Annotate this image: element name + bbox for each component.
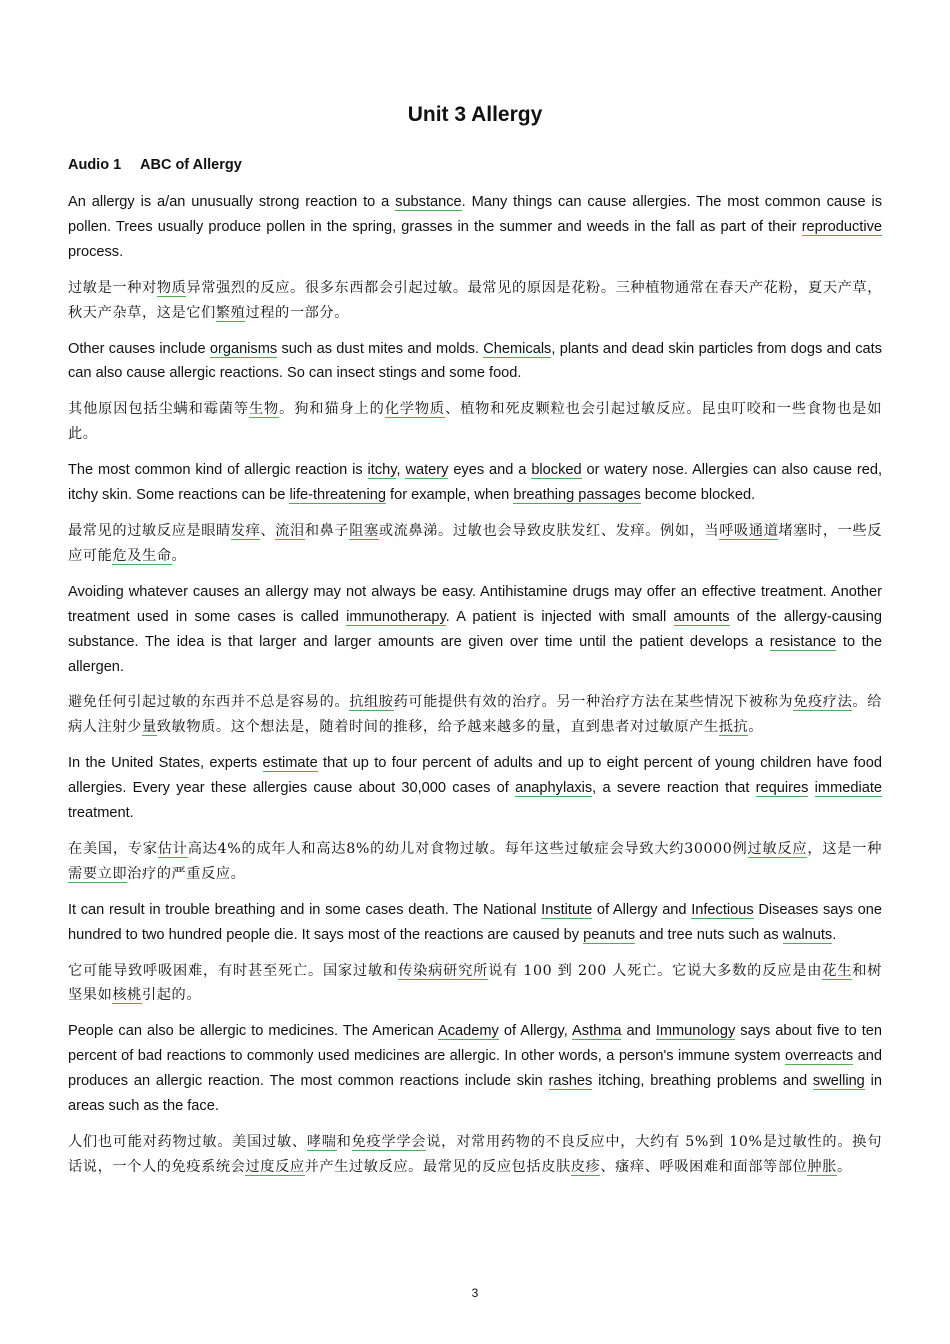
chinese-paragraph (68, 959, 882, 1009)
vocabulary-term: requires (755, 780, 809, 797)
text-run: Other causes include (68, 340, 210, 357)
page-title: Unit 3 Allergy (407, 103, 543, 126)
vocabulary-term: peanuts (583, 926, 636, 943)
vocabulary-term: 免疫学学会 (351, 1134, 427, 1150)
english-paragraph (68, 1019, 882, 1119)
vocabulary-term: 估计 (157, 840, 188, 857)
text-run: 并产生过敏反应。最常见的反应包括皮肤 (304, 1158, 571, 1175)
vocabulary-term: Chemicals (483, 340, 552, 357)
text-run: 其他原因包括尘螨和霉菌等 (68, 401, 249, 418)
vocabulary-term: 发痒 (230, 522, 261, 539)
text-run: People can also be allergic to medicines. The American (68, 1023, 439, 1040)
text-run: 。给病人注射少 (68, 694, 882, 736)
text-run: 、瘙痒、呼吸困难和面部等部位 (600, 1158, 808, 1175)
text-run: 和 (336, 1134, 352, 1150)
vocabulary-term: organisms (209, 340, 278, 357)
vocabulary-term: breathing passages (513, 487, 641, 504)
vocabulary-term: itchy (367, 462, 397, 479)
english-paragraph (68, 190, 882, 265)
text-run: become blocked. (640, 487, 756, 504)
text-run: 。 (836, 1158, 852, 1175)
text-run: 、 (260, 522, 276, 539)
vocabulary-term: Infectious (691, 901, 754, 918)
text-run: ，这是一种 (807, 840, 882, 857)
text-run: of the allergy-causing substance. The idea is that larger and larger amounts are given over time until the patient develops a (68, 608, 882, 650)
vocabulary-term: 需要立即 (68, 865, 128, 882)
text-run: of Allergy, (498, 1023, 572, 1040)
text-run: 避免任何引起过敏的东西并不总是容易的。 (68, 694, 350, 711)
text-run: 致敏物质。这个想法是，随着时间的推移，给予越来越多的量，直到患者对过敏原产生 (156, 719, 719, 736)
vocabulary-term: 繁殖 (215, 304, 246, 321)
vocabulary-term: 呼吸通道 (719, 522, 779, 539)
text-run: such as dust mites and molds. (277, 340, 484, 357)
vocabulary-term: 危及生命 (112, 547, 172, 564)
vocabulary-term: resistance (769, 633, 837, 650)
vocabulary-term: reproductive (801, 218, 882, 235)
vocabulary-term: anaphylaxis (515, 780, 593, 797)
vocabulary-term: substance (395, 194, 462, 210)
text-run: It can result in trouble breathing and in some cases death. The National (68, 901, 542, 918)
text-run (808, 780, 814, 796)
english-paragraph (68, 458, 882, 508)
text-run: 说有 100 到 200 人死亡。它说大多数的反应是由 (488, 962, 823, 979)
text-run: 和树坚果如 (68, 962, 883, 1004)
vocabulary-term: 量 (141, 719, 157, 736)
text-run: , (396, 462, 406, 479)
vocabulary-term: 流泪 (275, 522, 305, 539)
vocabulary-term: overreacts (785, 1048, 854, 1065)
vocabulary-term: amounts (673, 608, 730, 625)
chinese-paragraph (68, 690, 882, 740)
audio-title: ABC of Allergy (140, 157, 242, 173)
english-paragraph (68, 751, 882, 826)
vocabulary-term: watery (405, 462, 449, 479)
vocabulary-term: estimate (262, 755, 318, 772)
text-run: 药可能提供有效的治疗。另一种治疗方法在某些情况下被称为 (393, 694, 794, 711)
audio-heading (68, 154, 242, 176)
vocabulary-term: walnuts (782, 926, 833, 943)
vocabulary-term: 传染病研究所 (398, 962, 489, 979)
text-run: that up to four percent of adults and up to eight percent of young children have food allergies. Every year these allergies cause about 30,000 cases of (68, 755, 883, 797)
vocabulary-term: immunotherapy (346, 608, 446, 625)
text-run: 异常强烈的反应。很多东西都会引起过敏。最常见的原因是花粉。三种植物通常在春天产花粉，夏天产草，秋天产杂草，这是它们 (68, 279, 883, 321)
vocabulary-term: 抵抗 (718, 719, 749, 736)
chinese-paragraph (68, 1130, 882, 1180)
vocabulary-term: 哮喘 (306, 1134, 337, 1150)
page-number: 3 (471, 1286, 479, 1300)
text-run: 。 (171, 547, 187, 564)
text-run: An allergy is a/an unusually strong reaction to a (68, 194, 396, 210)
text-run: in areas such as the face. (68, 1073, 882, 1115)
vocabulary-term: 皮疹 (570, 1158, 601, 1175)
text-run: or watery nose. Allergies can also cause red, itchy skin. Some reactions can be (68, 462, 883, 504)
vocabulary-term: Immunology (655, 1023, 736, 1040)
text-run: to the allergen. (68, 633, 882, 675)
text-run: In the United States, experts (68, 755, 263, 772)
vocabulary-term: rashes (548, 1073, 593, 1090)
vocabulary-term: 生物 (248, 401, 280, 418)
text-run: treatment. (68, 805, 134, 822)
chinese-paragraph (68, 397, 882, 447)
text-run: , a severe reaction that (592, 780, 756, 797)
vocabulary-term: Asthma (571, 1023, 622, 1040)
text-run: 引起的。 (141, 987, 202, 1004)
vocabulary-term: 免疫疗法 (793, 694, 853, 711)
english-paragraph (68, 580, 882, 680)
text-run: 说，对常用药物的不良反应中，大约有 5%到 10%是过敏性的。换句话说，一个人的免疫系统会 (68, 1134, 882, 1175)
text-run: 过敏是一种对 (68, 279, 157, 296)
vocabulary-term: immediate (814, 780, 882, 797)
english-paragraph (68, 898, 882, 948)
text-run: 在美国，专家 (68, 840, 158, 857)
vocabulary-term: 肿胀 (807, 1158, 837, 1175)
text-run: 人们也可能对药物过敏。美国过敏、 (68, 1134, 307, 1150)
vocabulary-term: 过度反应 (245, 1158, 305, 1175)
vocabulary-term: 核桃 (112, 987, 142, 1004)
vocabulary-term: Academy (438, 1023, 499, 1040)
chinese-paragraph (68, 519, 882, 569)
text-run: 、植物和死皮颗粒也会引起过敏反应。昆虫叮咬和一些食物也是如此。 (68, 401, 883, 443)
vocabulary-term: 化学物质 (384, 401, 446, 418)
text-run: 高达4%的成年人和高达8%的幼儿对食物过敏。每年这些过敏症会导致大约30000例 (187, 840, 748, 857)
text-run: 。 (748, 719, 764, 736)
text-run: 过程的一部分。 (245, 304, 349, 321)
text-run: 。狗和猫身上的 (279, 401, 385, 418)
text-run: 它可能导致呼吸困难，有时甚至死亡。国家过敏和 (68, 962, 399, 979)
text-run: 或流鼻涕。过敏也会导致皮肤发红、发痒。例如，当 (378, 522, 720, 539)
text-run: . (832, 926, 837, 943)
vocabulary-term: swelling (812, 1073, 865, 1090)
text-run: and (621, 1023, 656, 1040)
vocabulary-term: 过敏反应 (747, 840, 808, 857)
text-run: and tree nuts such as (635, 926, 783, 943)
vocabulary-term: blocked (531, 462, 582, 479)
text-run: of Allergy and (592, 901, 692, 918)
text-run: 最常见的过敏反应是眼睛 (68, 522, 231, 539)
text-run: itching, breathing problems and (592, 1073, 813, 1090)
text-run: process. (68, 243, 124, 260)
text-run: and produces an allergic reaction. The most common reactions include skin (68, 1048, 882, 1090)
text-run: Diseases says one hundred to two hundred people die. It says most of the reactions are caused by (68, 901, 883, 943)
vocabulary-term: 抗组胺 (349, 694, 394, 711)
chinese-paragraph (68, 276, 882, 326)
text-run: for example, when (386, 487, 514, 504)
text-run: , plants and dead skin particles from dogs and cats can also cause allergic reactions. So can insect stings and some food. (68, 340, 883, 382)
text-run: says about five to ten percent of bad reactions to commonly used medicines are allergic. In other words, a person's immune system (68, 1023, 882, 1065)
text-run: The most common kind of allergic reaction is (68, 462, 368, 479)
text-run: 和鼻子 (304, 522, 350, 539)
english-paragraph (68, 337, 882, 387)
body-text (68, 190, 882, 1191)
vocabulary-term: Institute (541, 901, 593, 918)
text-run: Avoiding whatever causes an allergy may not always be easy. Antihistamine drugs may offer an effective treatment. Another treatment used in some cases is called (68, 583, 882, 625)
vocabulary-term: life-threatening (289, 487, 386, 504)
vocabulary-term: 花生 (822, 962, 853, 979)
vocabulary-term: 物质 (156, 279, 187, 296)
text-run: . A patient is injected with small (445, 608, 674, 625)
text-run: eyes and a (448, 462, 532, 479)
audio-label: Audio 1 (68, 157, 122, 173)
text-run: 治疗的严重反应。 (127, 865, 246, 882)
text-run: 堵塞时，一些反应可能 (68, 522, 883, 564)
text-run: . Many things can cause allergies. The most common cause is pollen. Trees usually produce pollen in the spring, grasses in the summer and weeds in the fall as part of their (68, 194, 882, 235)
vocabulary-term: 阻塞 (349, 522, 379, 539)
chinese-paragraph (68, 837, 882, 887)
